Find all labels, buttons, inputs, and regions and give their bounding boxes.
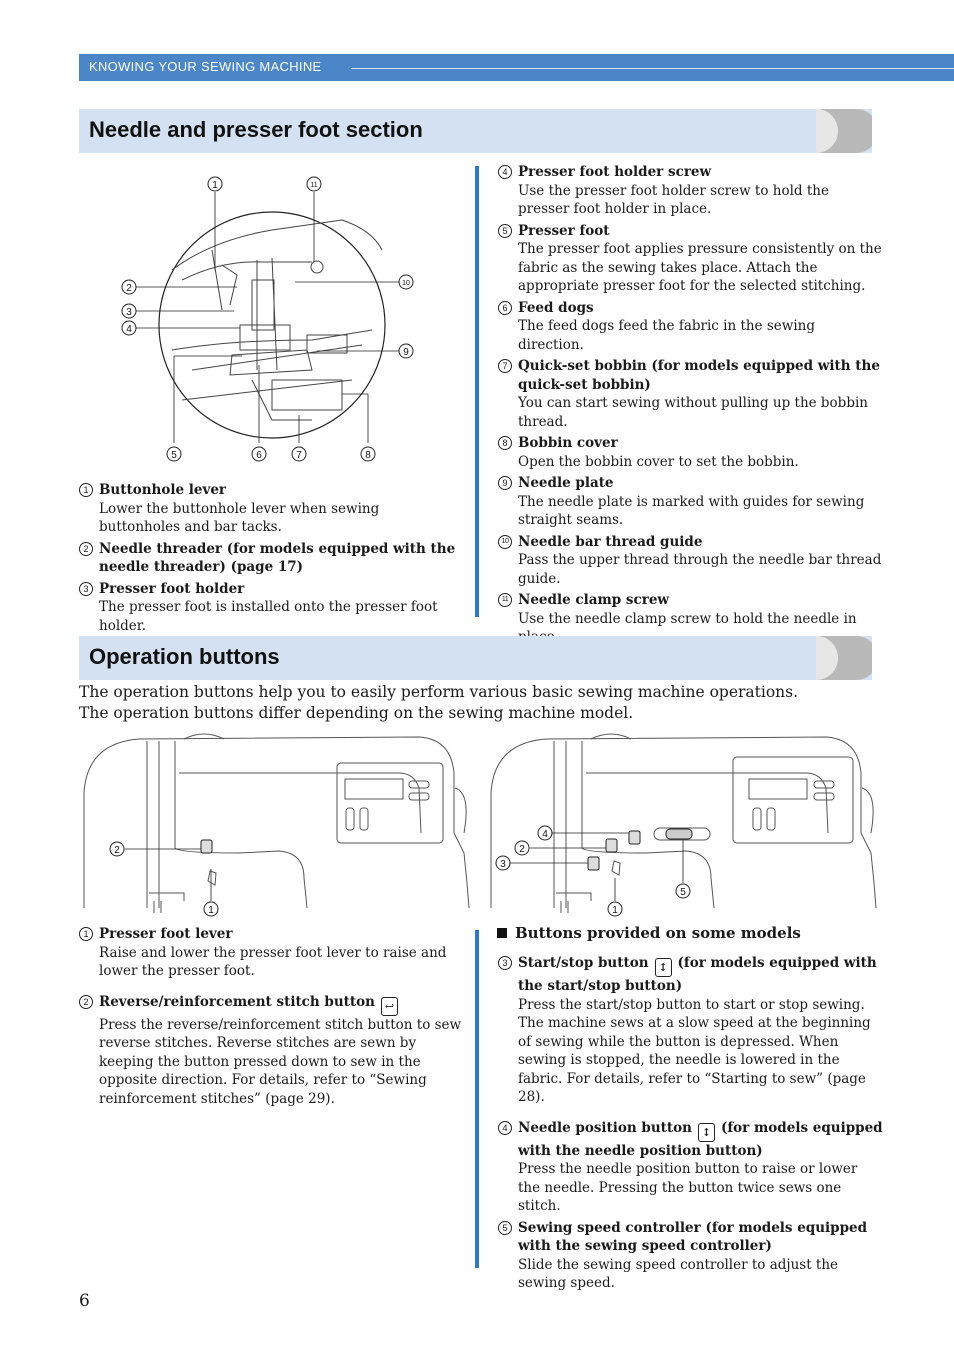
list-item: 4 Presser foot holder screw Use the presser foot holder screw to hold the presser foot holder in place. xyxy=(498,163,883,219)
svg-text:1: 1 xyxy=(612,905,618,916)
svg-text:2: 2 xyxy=(126,283,132,294)
list-item: 2 Reverse/reinforcement stitch button ↩ Press the reverse/reinforcement stitch button to sew reverse stitches. Reverse stitches are sewn by keeping the button pressed down to sew in the opposite direction. For details, refer to “Sewing reinforcement stitches” (page 29). xyxy=(79,993,464,1109)
heading-tab-decoration xyxy=(816,636,872,680)
list-item: 3 Start/stop button ↕ (for models equipped with the start/stop button) Press the start/stop button to start or stop sewing. The machine sews at a slow speed at the beginning of sewing while the button is depressed. When sewing is stopped, the needle is lowered in the fabric. For details, refer to “Starting to sew” (page 28). xyxy=(498,954,883,1107)
callout-9 xyxy=(399,344,413,358)
sub-heading: Buttons provided on some models xyxy=(497,924,801,942)
heading-tab-decoration xyxy=(816,109,872,153)
callout-1 xyxy=(608,902,622,916)
callout-2 xyxy=(515,841,529,855)
section-title: Operation buttons xyxy=(89,644,280,669)
needle-section-list-right xyxy=(498,163,883,650)
callout-6 xyxy=(252,447,266,461)
chapter-header xyxy=(79,54,954,81)
svg-text:10: 10 xyxy=(402,280,410,287)
bullet-square-icon xyxy=(497,928,507,938)
svg-text:1: 1 xyxy=(208,905,214,916)
operation-list-right xyxy=(498,954,883,1296)
svg-text:4: 4 xyxy=(542,829,548,840)
svg-text:9: 9 xyxy=(403,347,409,358)
svg-text:11: 11 xyxy=(310,182,318,189)
callout-4 xyxy=(538,826,552,840)
callout-10 xyxy=(399,275,413,289)
callout-7 xyxy=(292,447,306,461)
list-item: 10 Needle bar thread guide Pass the upper thread through the needle bar thread guide. xyxy=(498,533,883,589)
column-divider xyxy=(475,930,479,1268)
list-item: 5 Presser foot The presser foot applies pressure consistently on the fabric as the sewing takes place. Attach the appropriate presser foot for the selected stitching. xyxy=(498,222,883,296)
machine-illustration-basic xyxy=(79,733,474,918)
callout-5 xyxy=(167,447,181,461)
section-heading-needle xyxy=(79,109,872,153)
svg-text:5: 5 xyxy=(171,450,177,461)
callout-1 xyxy=(208,177,222,191)
callout-11 xyxy=(307,177,321,191)
svg-text:8: 8 xyxy=(365,450,371,461)
section-title: Needle and presser foot section xyxy=(89,117,423,142)
list-item: 3 Presser foot holder The presser foot is installed onto the presser foot holder. xyxy=(79,580,464,636)
list-item: 1 Presser foot lever Raise and lower the presser foot lever to raise and lower the presser foot. xyxy=(79,925,464,981)
machine-illustration-advanced xyxy=(486,733,886,918)
list-item: 8 Bobbin cover Open the bobbin cover to set the bobbin. xyxy=(498,434,883,471)
list-item: 11 Needle clamp screw Use the needle clamp screw to hold the needle in xyxy=(498,591,883,647)
needle-section-illustration xyxy=(112,170,422,470)
page-number: 6 xyxy=(79,1291,90,1311)
svg-text:2: 2 xyxy=(519,844,525,855)
callout-8 xyxy=(361,447,375,461)
svg-text:6: 6 xyxy=(256,450,262,461)
list-item: 1 Buttonhole lever Lower the buttonhole lever when sewing buttonholes and bar tacks. xyxy=(79,481,464,537)
callout-2 xyxy=(110,842,124,856)
svg-text:2: 2 xyxy=(114,845,120,856)
list-item: 5 Sewing speed controller (for models equipped with the sewing speed controller) Slide the sewing speed controller to adjust the sewing speed. xyxy=(498,1219,883,1293)
list-item: 2 Needle threader (for models equipped with the needle threader) (page 17) xyxy=(79,540,464,577)
list-item: 6 Feed dogs The feed dogs feed the fabric in the sewing direction. xyxy=(498,299,883,355)
svg-text:4: 4 xyxy=(126,324,132,335)
callout-4 xyxy=(122,321,136,335)
svg-text:3: 3 xyxy=(126,307,132,318)
svg-text:3: 3 xyxy=(500,859,506,870)
callout-1 xyxy=(204,902,218,916)
list-item: 9 Needle plate The needle plate is marked with guides for sewing straight seams. xyxy=(498,474,883,530)
svg-text:5: 5 xyxy=(680,887,686,898)
reverse-stitch-icon: ↩ xyxy=(381,997,398,1016)
callout-2 xyxy=(122,280,136,294)
section-heading-operation xyxy=(79,636,872,680)
callout-5 xyxy=(676,884,690,898)
column-divider xyxy=(475,166,479,617)
callout-3 xyxy=(496,856,510,870)
operation-list-left xyxy=(79,925,464,1111)
operation-intro: The operation buttons help you to easily perform various basic sewing machine operations. The operation buttons differ depending on the sewing machine model. xyxy=(79,683,799,722)
start-stop-icon: ↕ xyxy=(655,958,672,977)
svg-text:7: 7 xyxy=(296,450,302,461)
list-item: 4 Needle position button ↕ (for models equipped with the needle position button) Press the needle position button to raise or lower the needle. Pressing the button twice sews one stitch. xyxy=(498,1119,883,1216)
chapter-title: KNOWING YOUR SEWING MACHINE xyxy=(89,59,322,74)
svg-text:1: 1 xyxy=(212,180,218,191)
header-rule xyxy=(351,68,954,69)
needle-position-icon: ↕ xyxy=(698,1123,715,1142)
needle-section-list-left xyxy=(79,481,464,638)
callout-3 xyxy=(122,304,136,318)
list-item: 7 Quick-set bobbin (for models equipped with the quick-set bobbin) You can start sewing without pulling up the bobbin thread. xyxy=(498,357,883,431)
